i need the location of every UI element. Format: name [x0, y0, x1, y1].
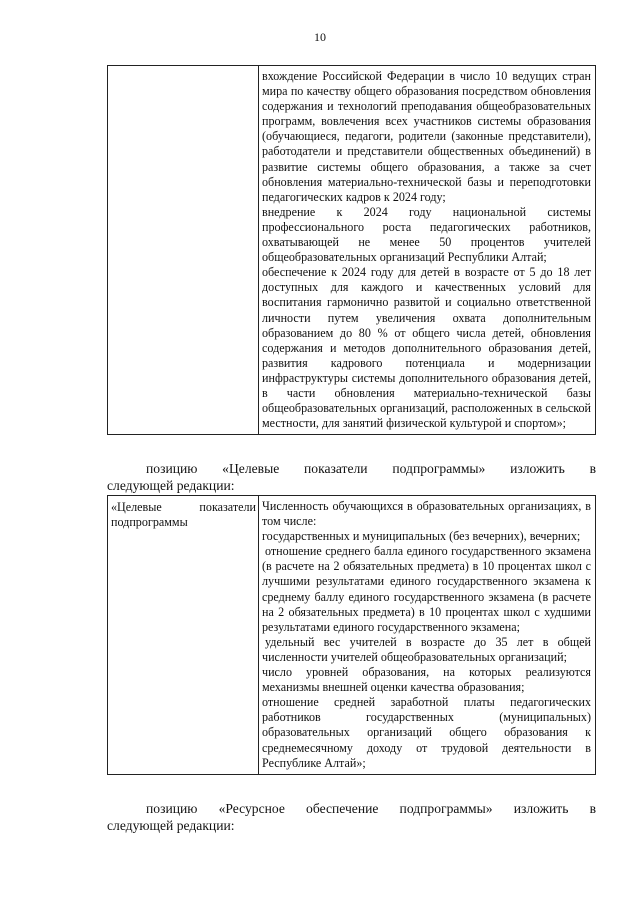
indicator-item: удельный вес учителей в возрасте до 35 лет в общей численности учителей общеобразовательных организаций;	[262, 634, 591, 664]
target-indicators-label: «Целевые показатели подпрограммы	[111, 500, 256, 530]
instruction-line: следующей редакции:	[107, 817, 235, 833]
instruction-paragraph-targets	[107, 461, 596, 494]
target-indicators-content-cell	[259, 496, 596, 775]
target-indicators-table	[107, 495, 596, 775]
indicator-item: Численность обучающихся в образовательных организациях, в том числе:	[262, 499, 591, 529]
indicator-item: число уровней образования, на которых реализуются механизмы внешней оценки качества образования;	[262, 665, 591, 695]
table-label-cell-empty	[108, 66, 259, 435]
indicator-item: государственных и муниципальных (без вечерних), вечерних;	[262, 529, 581, 544]
goal-paragraph: вхождение Российской Федерации в число 10 ведущих стран мира по качеству общего образования посредством обновления содержания и технологий преподавания общеобразовательных программ, вовлечения всех участников системы образования (обучающиеся, педагоги, родители (законные представители), работодатели и представители общественных объединений) в развитие системы общего образования, а также за счет обновления материально-технической базы и переподготовки педагогических кадров к 2024 году;	[262, 69, 591, 204]
indicator-item: отношение среднего балла единого государственного экзамена (в расчете на 2 обязательных предмета) в 10 процентах школ с лучшими результатами единого государственного экзамена к среднему баллу единого государственного экзамена (в расчете на 2 обязательных предмета) в 10 процентах школ с худшими результатами единого государственного экзамена;	[262, 544, 591, 634]
goal-paragraph: внедрение к 2024 году национальной системы профессионального роста педагогических работников, охватывающей не менее 50 процентов учителей общеобразовательных организаций Республики Алтай;	[262, 204, 591, 265]
goal-paragraph: обеспечение к 2024 году для детей в возрасте от 5 до 18 лет доступных для каждого и качественных условий для воспитания гармонично развитой и социально ответственной личности путем увеличения охвата дополнительным образованием до 80 % от общего числа детей, обновления содержания и методов дополнительного образования детей, развития кадрового потенциала и модернизации инфраструктуры системы дополнительного образования детей, в части обновления материально-технической базы общеобразовательных организаций, расположенных в сельской местности, для занятий физической культурой и спортом»;	[262, 265, 591, 431]
page-number: 10	[314, 30, 326, 44]
instruction-paragraph-resources	[107, 801, 596, 834]
indicator-item: отношение средней заработной платы педагогических работников государственных (муниципальных) образовательных организаций общего образования к среднемесячному доходу от трудовой деятельности в Республике Алтай»;	[262, 695, 591, 770]
instruction-line: следующей редакции:	[107, 477, 235, 493]
instruction-line: позицию «Ресурсное обеспечение подпрограммы» изложить в	[146, 801, 596, 816]
instruction-line: позицию «Целевые показатели подпрограммы» изложить в	[146, 461, 596, 476]
goals-table-continued	[107, 65, 596, 435]
table-content-cell	[259, 66, 596, 435]
target-indicators-label-cell	[108, 496, 259, 775]
